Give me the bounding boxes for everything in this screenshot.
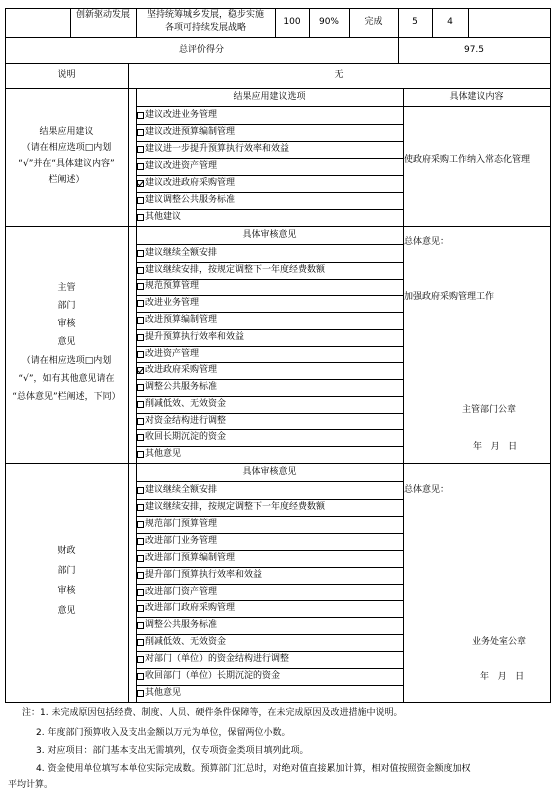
note-line: 3. 对应项目：部门基本支出无需填列，仅专项资金类项目填列此项。 [36,746,309,756]
description-line-1: 坚持统筹城乡发展，稳步实施 [146,10,264,20]
option-item[interactable] [137,210,181,225]
checkbox-icon[interactable] [137,163,144,170]
option-item[interactable] [137,500,325,515]
checkbox-icon[interactable] [137,555,144,562]
option-label: 建议进一步提升预算执行效率和效益 [145,144,290,154]
option-label: 其他建议 [145,212,182,222]
option-item[interactable] [137,568,262,583]
option-label: 削减低效、无效资金 [145,398,227,409]
dept-left-line: 审核 [57,319,76,329]
option-label: 其他意见 [145,449,182,460]
result-left-line: “√”并在“具体建议内容” [18,159,115,169]
target-cell: 100 [283,17,301,27]
checkbox-icon[interactable] [137,690,144,697]
dept-date: 年 月 日 [473,442,518,452]
finance-left-line: 部门 [57,566,76,576]
result-options-header: 结果应用建议选项 [233,92,306,102]
option-label: 改进部门业务管理 [145,535,218,546]
finance-left-line: 财政 [57,546,76,556]
result-left-line: （请在相应选项□内划 [21,143,112,153]
option-item[interactable] [137,601,235,616]
option-label: 改进政府采购管理 [145,365,218,376]
option-item[interactable] [137,296,199,311]
dept-left-line: 部门 [57,301,76,311]
checkbox-icon[interactable] [137,521,144,528]
option-item[interactable] [137,551,235,566]
option-label: 削减低效、无效资金 [145,637,227,648]
checkbox-checked-icon[interactable] [137,367,144,374]
option-label: 改进部门政府采购管理 [145,603,236,614]
finance-date: 年 月 日 [480,672,525,682]
option-item[interactable] [137,618,217,633]
checkbox-icon[interactable] [137,197,144,204]
option-item[interactable] [137,108,217,123]
option-label: 改进业务管理 [145,298,200,309]
dept-left-line: “总体意见”栏阐述，下同） [12,392,121,402]
option-item[interactable] [137,380,217,395]
dept-left-line: 主管 [57,283,76,293]
option-label: 提升预算执行效率和效益 [145,331,245,342]
note-line: 4. 资金使用单位填写本单位实际完成数。预算部门汇总时，对绝对值直接累加计算，相对值按照资金额度加权 [36,764,471,774]
indicator-cell: 创新驱动发展 [75,10,130,20]
checkbox-icon[interactable] [137,572,144,579]
finance-options-header: 具体审核意见 [242,467,297,477]
note-line: 2. 年度部门预算收入及支出金额以万元为单位，保留两位小数。 [36,728,291,738]
result-content-text: 使政府采购工作纳入常态化管理 [404,155,531,165]
checkbox-icon[interactable] [137,673,144,680]
option-label: 调整公共服务标准 [145,382,218,393]
checkbox-icon[interactable] [137,504,144,511]
option-label: 建议改进业务管理 [145,110,218,120]
checkbox-icon[interactable] [137,300,144,307]
checkbox-icon[interactable] [137,250,144,257]
explain-label: 说明 [57,70,76,80]
dept-left-line: “√”，如有其他意见请在 [18,374,115,384]
option-label: 建议改进预算编制管理 [145,127,236,137]
option-label: 建议继续全额安排 [145,247,218,258]
checkbox-icon[interactable] [137,656,144,663]
option-label: 提升部门预算执行效率和效益 [145,569,263,580]
note-line: 平均计算。 [8,780,54,790]
finance-overall-label: 总体意见： [404,485,450,495]
option-item[interactable] [137,363,217,378]
option-item[interactable] [137,517,217,532]
option-label: 收回长期沉淀的资金 [145,432,227,443]
option-item[interactable] [137,686,181,701]
option-item[interactable] [137,347,199,362]
option-label: 建议改进资产管理 [145,161,218,171]
dept-overall-text: 加强政府采购管理工作 [404,292,495,302]
option-label: 建议调整公共服务标准 [145,195,236,205]
score-cell: 4 [447,17,453,27]
checkbox-icon[interactable] [137,146,144,153]
dept-left-line: （请在相应选项□内划 [21,356,112,366]
result-left-line: 栏阐述） [48,175,85,185]
option-label: 对部门（单位）的资金结构进行调整 [145,654,290,665]
option-item[interactable] [137,430,226,445]
option-label: 改进部门资产管理 [145,586,218,597]
option-label: 收回部门（单位）长期沉淀的资金 [145,671,281,682]
option-label: 建议继续安排，按规定调整下一年度经费数额 [145,501,326,512]
checkbox-icon[interactable] [137,283,144,290]
checkbox-icon[interactable] [137,384,144,391]
option-item[interactable] [137,585,217,600]
checkbox-checked-icon[interactable] [137,180,144,187]
option-item[interactable] [137,263,325,278]
option-item[interactable] [137,635,226,650]
option-item[interactable] [137,669,280,684]
checkbox-icon[interactable] [137,334,144,341]
checkbox-icon[interactable] [137,267,144,274]
total-score-value: 97.5 [463,45,485,55]
option-item[interactable] [137,330,244,345]
dept-stamp-label: 主管部门公章 [462,405,517,415]
option-label: 建议改进政府采购管理 [145,178,236,188]
dept-left-line: 意见 [57,337,76,347]
checkbox-icon[interactable] [137,538,144,545]
option-item[interactable] [137,483,217,498]
option-item[interactable] [137,279,199,294]
checkbox-icon[interactable] [137,129,144,136]
option-item[interactable] [137,142,289,157]
explain-value: 无 [334,70,344,80]
option-label: 规范部门预算管理 [145,518,218,529]
option-label: 改进预算编制管理 [145,314,218,325]
option-item[interactable] [137,414,226,429]
option-label: 规范预算管理 [145,281,200,292]
result-content-header: 具体建议内容 [449,92,504,102]
total-score-label: 总评价得分 [178,45,224,55]
finance-left-line: 审核 [57,586,76,596]
checkbox-icon[interactable] [137,434,144,441]
finance-left-line: 意见 [57,606,76,616]
option-item[interactable] [137,125,235,140]
checkbox-icon[interactable] [137,351,144,358]
option-label: 改进资产管理 [145,348,200,359]
checkbox-icon[interactable] [137,418,144,425]
option-label: 其他意见 [145,688,182,699]
checkbox-icon[interactable] [137,214,144,221]
checkbox-icon[interactable] [137,639,144,646]
dept-options-header: 具体审核意见 [242,230,297,240]
checkbox-icon[interactable] [137,487,144,494]
finance-stamp-label: 业务处室公章 [472,637,527,647]
weight-cell: 5 [412,17,418,27]
option-label: 对资金结构进行调整 [145,415,227,426]
checkbox-icon[interactable] [137,317,144,324]
option-item[interactable] [137,447,181,462]
option-item[interactable] [137,159,217,174]
option-label: 建议继续安排，按规定调整下一年度经费数额 [145,264,326,275]
option-label: 调整公共服务标准 [145,620,218,631]
checkbox-icon[interactable] [137,401,144,408]
option-item[interactable] [137,193,235,208]
dept-overall-label: 总体意见： [404,237,450,247]
checkbox-icon[interactable] [137,622,144,629]
checkbox-icon[interactable] [137,589,144,596]
note-line: 注：1. 未完成原因包括经费、制度、人员、硬件条件保障等，在未完成原因及改进措施中说明。 [22,708,403,718]
option-label: 改进部门预算编制管理 [145,552,236,563]
option-item[interactable] [137,652,289,667]
description-line-2: 各项可持续发展战略 [164,23,246,33]
option-item[interactable] [137,397,226,412]
option-item[interactable] [137,313,217,328]
ratio-cell: 90% [318,17,339,27]
status-cell: 完成 [364,17,383,27]
result-left-line: 结果应用建议 [39,127,94,137]
checkbox-icon[interactable] [137,112,144,119]
checkbox-icon[interactable] [137,605,144,612]
option-label: 建议继续全额安排 [145,484,218,495]
option-item[interactable] [137,176,235,191]
checkbox-icon[interactable] [137,451,144,458]
option-item[interactable] [137,246,217,261]
option-item[interactable] [137,534,217,549]
